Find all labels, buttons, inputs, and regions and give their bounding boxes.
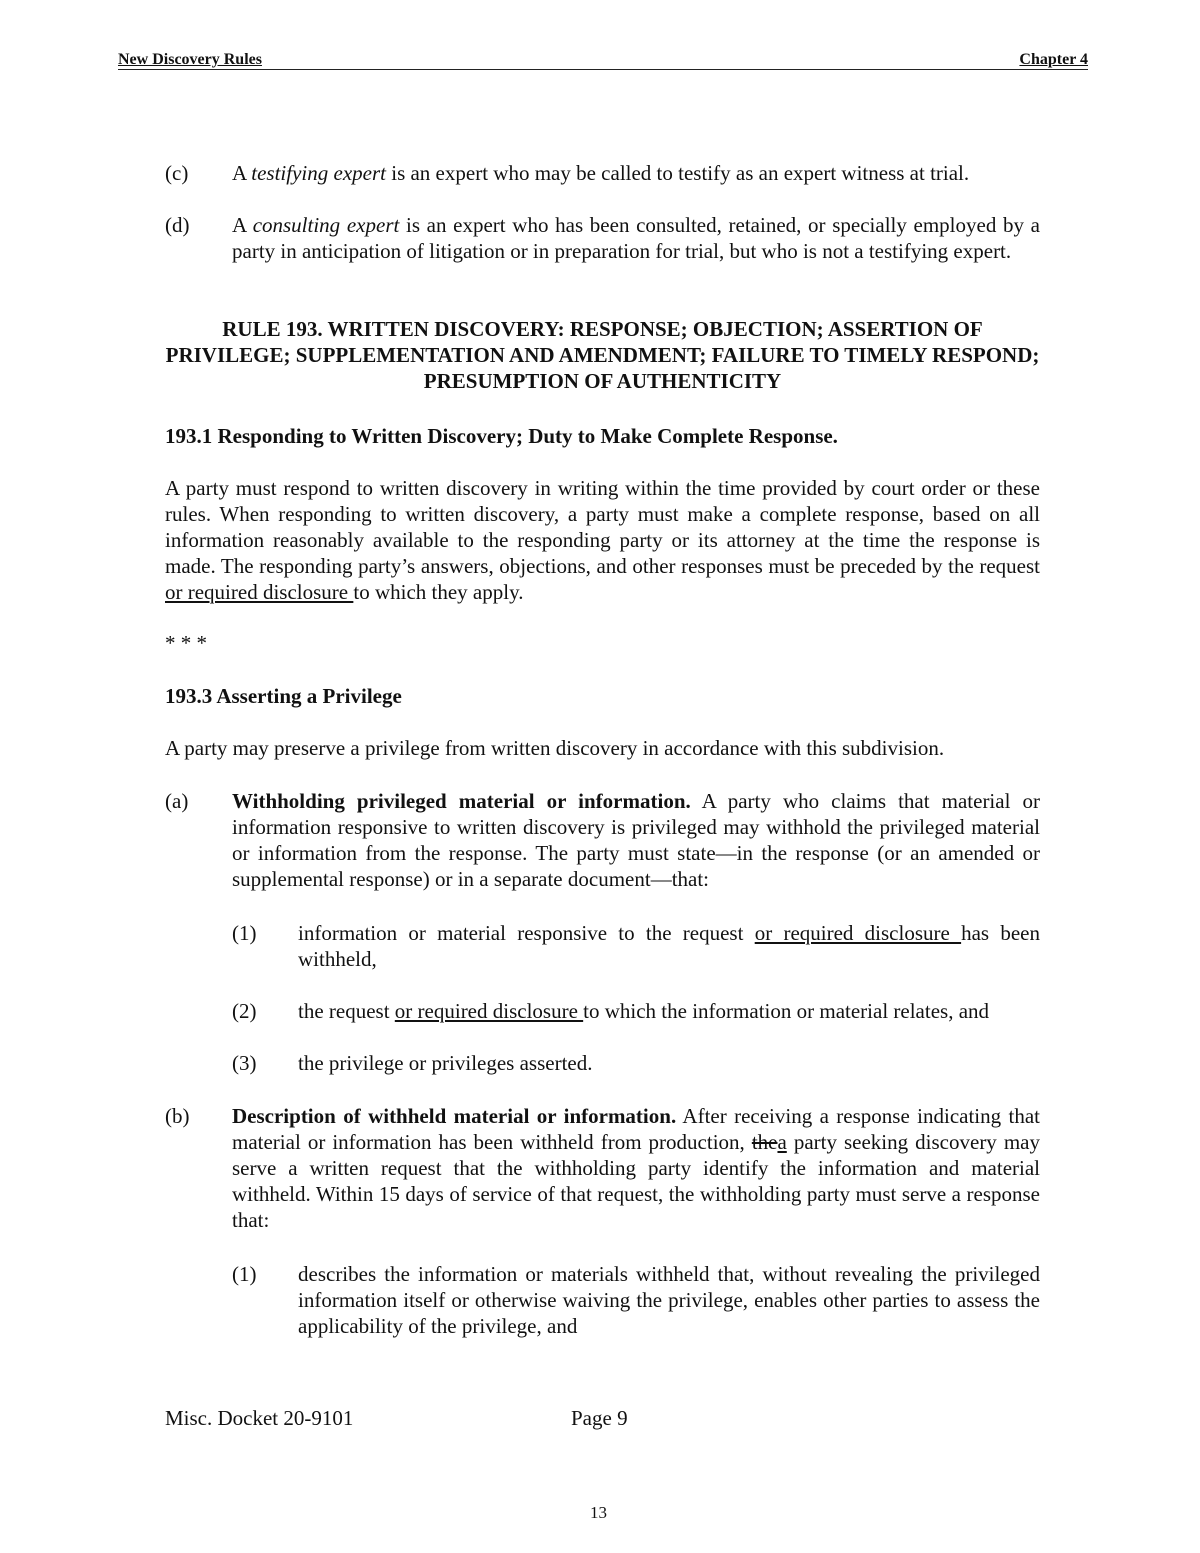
inserted-text: or required disclosure [165,580,354,604]
footer-docket: Misc. Docket 20-9101 [165,1406,354,1430]
header-title: New Discovery Rules [118,51,262,68]
item-label: (b) [165,1104,190,1128]
section-1933-heading: 193.3 Asserting a Privilege [165,684,402,708]
section-1931-text: A party must respond to written discovery in writing within the time provided by court order or these rules. When responding to written discovery, a party must make a complete response, based on all information reasonably available to the responding party or its attorney at the time the response is made. The responding party’s answers, objections, and other responses must be preceded by the request or required disclosure to which they apply. [165,476,1040,604]
subdivision-a-text: Withholding privileged material or information. A party who claims that material or information responsive to written discovery is privileged may withhold the privileged material or information from the response. The party must state—in the response (or an amended or supplemental response) or in a separate document—that: [232,789,1040,891]
defined-term: testifying expert [251,161,386,185]
item-label: (2) [232,999,257,1023]
list-item-text: information or material responsive to the request or required disclosure has been withheld, [298,921,1040,971]
list-item-text: the request or required disclosure to which the information or material relates, and [298,999,990,1023]
footer-page: Page 9 [571,1406,628,1430]
header-chapter: Chapter 4 [1019,51,1088,68]
section-1931-heading: 193.1 Responding to Written Discovery; Duty to Make Complete Response. [165,424,838,448]
item-label: (3) [232,1051,257,1075]
ellipsis-marker: * * * [165,631,207,655]
definition-text: A testifying expert is an expert who may be called to testify as an expert witness at trial. [232,161,970,185]
section-1933-intro: A party may preserve a privilege from written discovery in accordance with this subdivision. [165,736,945,760]
subdivision-title: Withholding privileged material or information. [232,789,691,813]
subdivision-b-text: Description of withheld material or information. After receiving a response indicating that material or information has been withheld from production, thea party seeking discovery may serve a written request that the withholding party identify the information and material withheld. Within 15 days of service of that request, the withholding party must serve a response that: [232,1104,1040,1232]
inserted-text: or required disclosure [754,921,962,945]
item-label: (d) [165,213,190,237]
list-item-text: describes the information or materials withheld that, without revealing the privileged information itself or otherwise waiving the privilege, enables other parties to assess the applicability of the privilege, and [298,1262,1040,1338]
inserted-text: or required disclosure [394,999,584,1023]
item-label: (1) [232,921,257,945]
list-item-text: the privilege or privileges asserted. [298,1051,593,1075]
running-header [118,50,1088,70]
struck-text: the [751,1130,778,1154]
sheet-number: 13 [590,1503,607,1522]
item-label: (a) [165,789,189,813]
defined-term: consulting expert [252,213,400,237]
item-label: (c) [165,161,189,185]
definition-text: A consulting expert is an expert who has been consulted, retained, or specially employed by a party in anticipation of litigation or in preparation for trial, but who is not a testifying expert. [232,213,1041,263]
inserted-text: a [777,1130,787,1154]
rule-heading: RULE 193. WRITTEN DISCOVERY: RESPONSE; OBJECTION; ASSERTION OF PRIVILEGE; SUPPLEMENTATION AND AMENDMENT; FAILURE TO TIMELY RESPOND; PRESUMPTION OF AUTHENTICITY [165,317,1040,393]
item-label: (1) [232,1262,257,1286]
subdivision-title: Description of withheld material or information. [232,1104,677,1128]
